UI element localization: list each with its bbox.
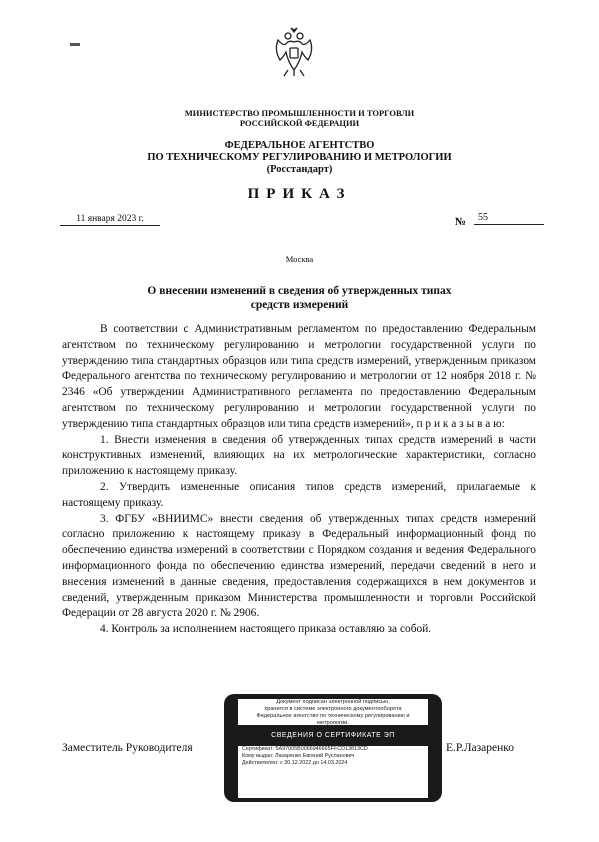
agency-short-name: (Росстандарт) <box>266 164 333 175</box>
order-body <box>62 322 536 638</box>
order-number: 55 <box>474 212 544 225</box>
paragraph-item-2: 2. Утвердить измененные описания типов средств измерений, прилагаемые к настоящему приказу. <box>62 480 536 509</box>
agency-name-line2: ПО ТЕХНИЧЕСКОМУ РЕГУЛИРОВАНИЮ И МЕТРОЛОГИИ <box>147 152 452 163</box>
paragraph-item-4: 4. Контроль за исполнением настоящего приказа оставляю за собой. <box>100 623 432 636</box>
stamp-notice-line: хранится в системе электронного документооборота <box>264 706 402 712</box>
stamp-notice <box>238 699 428 725</box>
paragraph-preamble: В соответствии с Административным регламентом по предоставлению Федеральным агентством по техническому регулированию и метрологии государственной услуги по утверждению типа стандартных образцов или типа средств измерений, утвержденным приказом Федерального агентства по техническому регулированию и метрологии от 12 ноября 2018 г. № 2346 «Об утверждении Административного регламента по предоставлению Федеральным агентством по техническому регулированию и метрологии государственной услуги по утверждению типа стандартных образцов или типа средств измерений», п р и к а з ы в а ю: <box>62 323 536 430</box>
paragraph-item-3: 3. ФГБУ «ВНИИМС» внести сведения об утвержденных типах средств измерений согласно приложению к настоящему приказу в Федеральный информационный фонд по обеспечению единства измерений в соответствии с Порядком создания и ведения Федерального информационного фонда по обеспечению единства измерений, передачи сведений в него и внесения изменений в данные сведения, предоставления содержащихся в нем документов и сведений, утвержденным приказом Министерства промышленности и торговли Российской Федерации от 28 августа 2020 г. № 2906. <box>62 512 536 620</box>
signer-name: Е.Р.Лазаренко <box>446 742 515 754</box>
stamp-title: СВЕДЕНИЯ О СЕРТИФИКАТЕ ЭП <box>271 732 395 739</box>
ministry-name-line2: РОССИЙСКОЙ ФЕДЕРАЦИИ <box>239 118 360 128</box>
subject-line2: средств измерений <box>250 299 349 311</box>
agency-name-line1: ФЕДЕРАЛЬНОЕ АГЕНТСТВО <box>224 140 375 151</box>
document-title: ПРИКАЗ <box>247 186 352 202</box>
stamp-notice-line: Документ подписан электронной подписью, <box>276 699 390 705</box>
paragraph-item-1: 1. Внести изменения в сведения об утвержденных типах средств измерений в части конструктивных изменений, влияющих на их метрологические характеристики, согласно приложению к настоящему приказу. <box>62 433 536 478</box>
coat-of-arms-icon <box>272 26 316 78</box>
stamp-details <box>238 746 428 798</box>
stamp-owner: Кому выдан: Лазаренко Евгений Русланович <box>242 753 355 759</box>
city: Москва <box>285 254 314 264</box>
subject-line1: О внесении изменений в сведения об утвержденных типах <box>147 285 452 297</box>
stamp-notice-line: метрологии. <box>317 720 349 726</box>
signer-role: Заместитель Руководителя <box>62 742 193 754</box>
stamp-validity: Действителен: с 30.12.2022 до 14.03.2024 <box>242 760 348 766</box>
order-date: 11 января 2023 г. <box>60 214 160 226</box>
electronic-signature-stamp <box>224 694 442 802</box>
number-sign: № <box>455 216 467 228</box>
ministry-name-line1: МИНИСТЕРСТВО ПРОМЫШЛЕННОСТИ И ТОРГОВЛИ <box>184 108 415 118</box>
scan-mark <box>70 43 80 46</box>
stamp-notice-line: Федеральное агентство по техническому регулированию и <box>256 713 410 719</box>
stamp-certificate: Сертификат: 5A97005B0066946665FFCD13813CD <box>242 746 368 752</box>
